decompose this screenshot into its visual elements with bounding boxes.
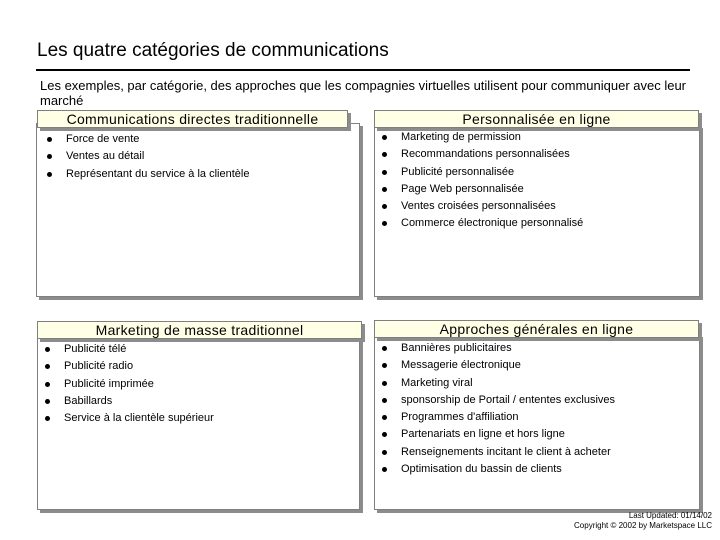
list-item-text: Partenariats en ligne et hors ligne [401,428,565,441]
bullet-icon [47,172,52,177]
bullet-icon [382,135,387,140]
list-item [380,409,615,426]
list-item [380,215,583,232]
bullet-icon [47,154,52,159]
quadrant-list-online-personalized [380,129,583,233]
bullet-icon [47,137,52,142]
list-item [45,148,249,165]
list-item-text: Renseignements incitant le client à acheter [401,445,611,458]
list-item-text: Page Web personnalisée [401,182,524,195]
list-item-text: Programmes d'affiliation [401,411,519,424]
list-item [45,131,249,148]
list-item-text: Publicité imprimée [64,377,154,390]
bullet-icon [382,432,387,437]
list-item-text: Service à la clientèle supérieur [64,412,214,425]
list-item [380,164,583,181]
bullet-icon [45,364,50,369]
bullet-icon [45,416,50,421]
list-item [380,198,583,215]
list-item-text: Ventes au détail [66,150,145,163]
bullet-icon [382,187,387,192]
bullet-icon [45,399,50,404]
bullet-icon [382,398,387,403]
list-item-text: Marketing de permission [401,131,521,143]
list-item [380,444,615,461]
quadrant-header-online-general: Approches générales en ligne [374,320,699,338]
quadrant-list-mass-traditional [43,341,214,427]
page-title: Les quatre catégories de communications [37,40,389,61]
quadrant-list-direct-traditional [45,131,249,183]
list-item [380,392,615,409]
list-item [380,340,615,357]
list-item-text: Ventes croisées personnalisées [401,200,556,213]
bullet-icon [382,152,387,157]
bullet-icon [45,347,50,352]
bullet-icon [382,346,387,351]
bullet-icon [382,467,387,472]
bullet-icon [382,204,387,209]
list-item-text: Publicité télé [64,343,127,355]
quadrant-header-mass-traditional: Marketing de masse traditionnel [37,321,362,339]
quadrant-header-direct-traditional: Communications directes traditionnelle [37,110,348,128]
list-item-text: Représentant du service à la clientèle [66,167,250,180]
list-item [380,181,583,198]
list-item [43,376,214,393]
list-item [43,393,214,410]
bullet-icon [382,363,387,368]
list-item-text: Force de vente [66,133,140,145]
quadrant-list-online-general [380,340,615,478]
list-item-text: Publicité personnalisée [401,165,515,178]
list-item-text: Messagerie électronique [401,359,521,372]
copyright-text: Copyright © 2002 by Marketspace LLC [574,521,712,530]
list-item [43,410,214,427]
footer [574,511,712,531]
bullet-icon [382,381,387,386]
list-item-text: Recommandations personnalisées [401,148,570,161]
list-item [380,146,583,163]
bullet-icon [382,221,387,226]
list-item [45,166,249,183]
list-item-text: Marketing viral [401,376,473,389]
page-subtitle: Les exemples, par catégorie, des approches que les compagnies virtuelles utilisent pour communiquer avec leur marché [40,78,687,108]
quadrant-header-online-personalized: Personnalisée en ligne [374,110,699,128]
bullet-icon [382,415,387,420]
bullet-icon [382,170,387,175]
list-item-text: Babillards [64,394,113,407]
list-item [43,341,214,358]
list-item [43,358,214,375]
list-item [380,461,615,478]
list-item [380,129,583,146]
list-item-text: Optimisation du bassin de clients [401,463,562,476]
list-item [380,375,615,392]
list-item-text: Commerce électronique personnalisé [401,217,584,230]
list-item-text: sponsorship de Portail / ententes exclusives [401,393,616,406]
list-item-text: Publicité radio [64,360,134,373]
bullet-icon [45,382,50,387]
last-updated-text: Last Updated: 01/14/02 [628,511,712,520]
list-item [380,426,615,443]
bullet-icon [382,450,387,455]
list-item [380,357,615,374]
title-divider [36,69,690,71]
list-item-text: Bannières publicitaires [401,342,512,354]
